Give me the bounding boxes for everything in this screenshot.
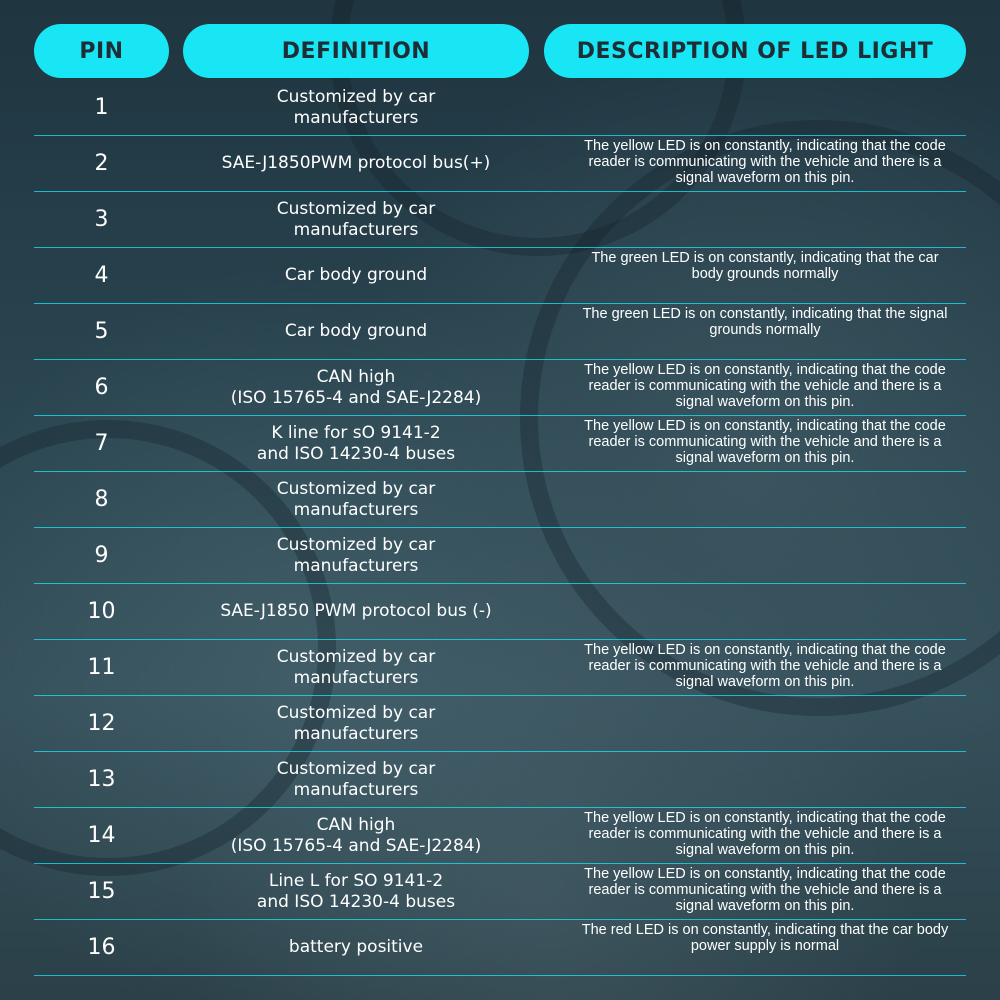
led-description: The yellow LED is on constantly, indicating that the code reader is communicating with the vehicle and there is a signal waveform on this pin. [584,138,946,186]
pin-definition: Car body ground [284,321,428,341]
pin-number: 8 [94,487,109,512]
pin-number: 12 [87,711,116,736]
pin-definition: Customized by car manufacturers [276,478,436,520]
pin-definition: K line for sO 9141-2 and ISO 14230-4 buses [256,422,456,464]
led-description [564,192,966,247]
table-row [34,416,966,472]
led-description: The yellow LED is on constantly, indicating that the code reader is communicating with the vehicle and there is a signal waveform on this pin. [584,866,946,914]
table-row [34,472,966,528]
led-description: The red LED is on constantly, indicating that the car body power supply is normal [581,922,949,954]
pin-definition: Line L for SO 9141-2 and ISO 14230-4 buses [256,870,456,912]
pin-number: 14 [87,823,116,848]
table-row [34,752,966,808]
pin-definition: Customized by car manufacturers [276,646,436,688]
table-row [34,304,966,360]
pin-number: 10 [87,599,116,624]
pin-definition: CAN high (ISO 15765-4 and SAE-J2284) [230,366,482,408]
pin-number: 6 [94,375,109,400]
led-description [564,528,966,583]
pin-definition: Customized by car manufacturers [276,758,436,800]
pin-number: 7 [94,431,109,456]
table-row [34,696,966,752]
pin-number: 11 [87,655,116,680]
pin-number: 3 [94,207,109,232]
led-description: The green LED is on constantly, indicating that the signal grounds normally [582,306,948,338]
led-description: The yellow LED is on constantly, indicating that the code reader is communicating with the vehicle and there is a signal waveform on this pin. [584,642,946,690]
led-description: The green LED is on constantly, indicating that the car body grounds normally [591,250,939,282]
pin-table [34,80,966,976]
pin-definition: SAE-J1850 PWM protocol bus (-) [220,601,492,621]
led-description: The yellow LED is on constantly, indicating that the code reader is communicating with the vehicle and there is a signal waveform on this pin. [584,362,946,410]
table-row [34,360,966,416]
led-description [564,80,966,135]
pin-number: 5 [94,319,109,344]
led-description [564,472,966,527]
table-row [34,640,966,696]
pin-number: 15 [87,879,116,904]
pin-definition: Customized by car manufacturers [276,534,436,576]
pin-definition: CAN high (ISO 15765-4 and SAE-J2284) [230,814,482,856]
pin-number: 2 [94,151,109,176]
header-description: DESCRIPTION OF LED LIGHT [544,24,966,78]
led-description [564,696,966,751]
table-row [34,248,966,304]
led-description [564,584,966,639]
pin-number: 13 [87,767,116,792]
pin-number: 16 [87,935,116,960]
header-definition: DEFINITION [183,24,529,78]
table-row [34,80,966,136]
led-description: The yellow LED is on constantly, indicating that the code reader is communicating with the vehicle and there is a signal waveform on this pin. [584,810,946,858]
pin-definition: SAE-J1850PWM protocol bus(+) [221,153,491,173]
table-row [34,528,966,584]
pin-definition: Customized by car manufacturers [276,702,436,744]
pin-number: 4 [94,263,109,288]
table-row [34,864,966,920]
pin-definition: Customized by car manufacturers [276,86,436,128]
table-row [34,136,966,192]
pin-definition: Customized by car manufacturers [276,198,436,240]
led-description: The yellow LED is on constantly, indicating that the code reader is communicating with the vehicle and there is a signal waveform on this pin. [584,418,946,466]
led-description [564,752,966,807]
table-row [34,192,966,248]
pin-number: 1 [94,95,109,120]
pin-definition: battery positive [288,937,424,957]
table-row [34,920,966,976]
header-pin: PIN [34,24,169,78]
table-row [34,808,966,864]
table-row [34,584,966,640]
pin-number: 9 [94,543,109,568]
pin-definition: Car body ground [284,265,428,285]
